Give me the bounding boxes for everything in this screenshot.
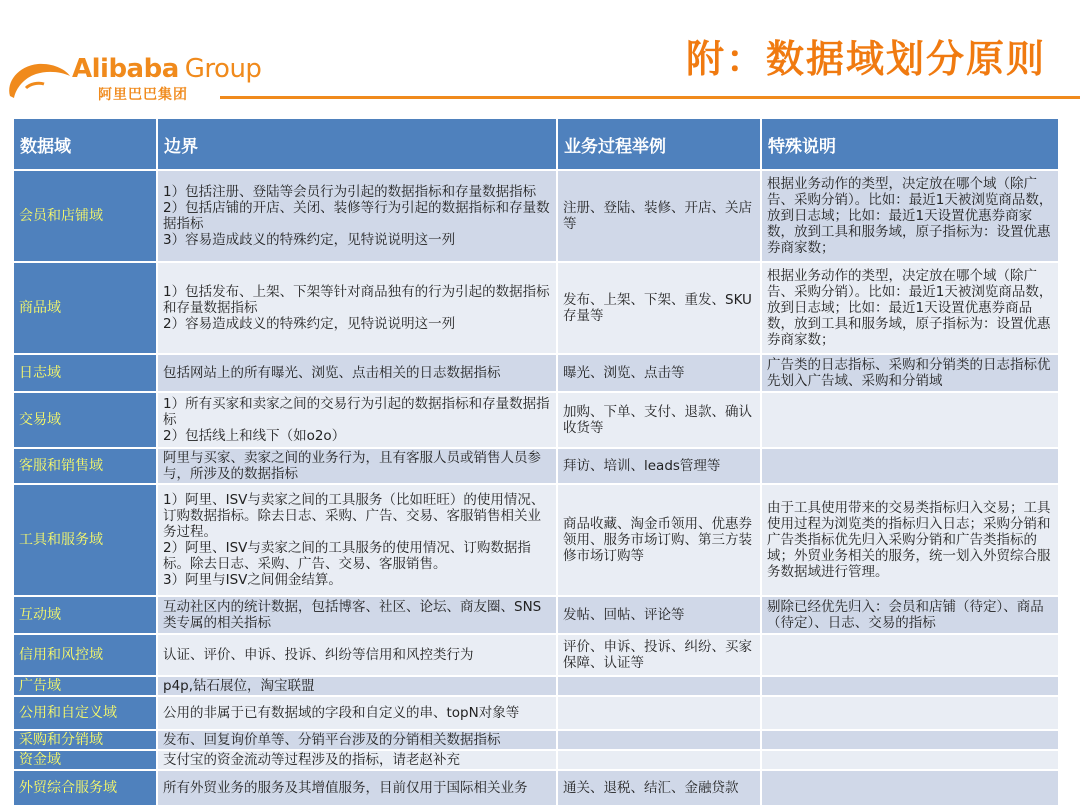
note-cell: 广告类的日志指标、采购和分销类的日志指标优先划入广告域、采购和分销域 <box>761 354 1059 392</box>
table-body <box>13 170 1059 806</box>
process-cell: 曝光、浏览、点击等 <box>557 354 761 392</box>
column-header: 业务过程举例 <box>557 118 761 170</box>
domain-cell: 交易域 <box>13 392 157 448</box>
note-cell <box>761 696 1059 730</box>
table-header-row <box>13 118 1059 170</box>
process-cell: 拜访、培训、leads管理等 <box>557 448 761 484</box>
domain-cell: 外贸综合服务域 <box>13 770 157 806</box>
process-cell: 发帖、回帖、评论等 <box>557 596 761 634</box>
table-row <box>13 484 1059 596</box>
table-row <box>13 596 1059 634</box>
logo-group: Group <box>184 54 262 84</box>
boundary-cell: 阿里与买家、卖家之间的业务行为，且有客服人员或销售人员参与，所涉及的数据指标 <box>157 448 557 484</box>
table-row <box>13 696 1059 730</box>
note-cell <box>761 770 1059 806</box>
process-cell: 加购、下单、支付、退款、确认收货等 <box>557 392 761 448</box>
domain-cell: 信用和风控域 <box>13 634 157 676</box>
table-row <box>13 262 1059 354</box>
boundary-cell: p4p,钻石展位，淘宝联盟 <box>157 676 557 696</box>
note-cell: 由于工具使用带来的交易类指标归入交易；工具使用过程为浏览类的指标归入日志；采购分销和广告类指标优先归入采购分销和广告类指标的域；外贸业务相关的服务，统一划入外贸综合服务数据域进行管理。 <box>761 484 1059 596</box>
boundary-cell: 1）包括注册、登陆等会员行为引起的数据指标和存量数据指标 2）包括店铺的开店、关闭、装修等行为引起的数据指标和存量数据指标 3）容易造成歧义的特殊约定，见特说说明这一列 <box>157 170 557 262</box>
domain-cell: 公用和自定义域 <box>13 696 157 730</box>
process-cell: 发布、上架、下架、重发、SKU存量等 <box>557 262 761 354</box>
slide-header <box>0 0 1080 112</box>
domain-cell: 日志域 <box>13 354 157 392</box>
boundary-cell: 公用的非属于已有数据域的字段和自定义的串、topN对象等 <box>157 696 557 730</box>
data-domain-table <box>12 117 1060 807</box>
boundary-cell: 认证、评价、申诉、投诉、纠纷等信用和风控类行为 <box>157 634 557 676</box>
table-row <box>13 750 1059 770</box>
boundary-cell: 支付宝的资金流动等过程涉及的指标，请老赵补充 <box>157 750 557 770</box>
process-cell: 注册、登陆、装修、开店、关店等 <box>557 170 761 262</box>
table-row <box>13 634 1059 676</box>
table-row <box>13 170 1059 262</box>
table-row <box>13 676 1059 696</box>
note-cell <box>761 448 1059 484</box>
note-cell <box>761 392 1059 448</box>
table-row <box>13 392 1059 448</box>
page-title: 附：数据域划分原则 <box>685 37 1046 81</box>
note-cell <box>761 730 1059 750</box>
boundary-cell: 发布、回复询价单等、分销平台涉及的分销相关数据指标 <box>157 730 557 750</box>
process-cell <box>557 730 761 750</box>
column-header: 特殊说明 <box>761 118 1059 170</box>
domain-cell: 互动域 <box>13 596 157 634</box>
process-cell <box>557 676 761 696</box>
column-header: 数据域 <box>13 118 157 170</box>
header-rule <box>220 96 1080 99</box>
domain-cell: 商品域 <box>13 262 157 354</box>
process-cell <box>557 750 761 770</box>
boundary-cell: 1）包括发布、上架、下架等针对商品独有的行为引起的数据指标和存量数据指标 2）容易造成歧义的特殊约定，见特说说明这一列 <box>157 262 557 354</box>
note-cell <box>761 634 1059 676</box>
domain-cell: 采购和分销域 <box>13 730 157 750</box>
note-cell: 剔除已经优先归入：会员和店铺（待定）、商品（待定）、日志、交易的指标 <box>761 596 1059 634</box>
boundary-cell: 所有外贸业务的服务及其增值服务，目前仅用于国际相关业务 <box>157 770 557 806</box>
domain-cell: 广告域 <box>13 676 157 696</box>
process-cell: 通关、退税、结汇、金融贷款 <box>557 770 761 806</box>
alibaba-logo-icon <box>4 54 74 104</box>
logo-brand: Alibaba <box>72 54 179 84</box>
logo-chinese: 阿里巴巴集团 <box>98 87 188 103</box>
table-row <box>13 730 1059 750</box>
logo-wordmark <box>72 54 261 84</box>
boundary-cell: 1）阿里、ISV与卖家之间的工具服务（比如旺旺）的使用情况、订购数据指标。除去日志、采购、广告、交易、客服销售相关业务过程。 2）阿里、ISV与卖家之间的工具服务的使用情况、订购数据指标。除去日志、采购、广告、交易、客服销售。 3）阿里与ISV之间佣金结算。 <box>157 484 557 596</box>
domain-cell: 工具和服务域 <box>13 484 157 596</box>
table-row <box>13 448 1059 484</box>
table-row <box>13 354 1059 392</box>
column-header: 边界 <box>157 118 557 170</box>
note-cell: 根据业务动作的类型，决定放在哪个域（除广告、采购分销）。比如：最近1天被浏览商品数，放到日志域；比如：最近1天设置优惠券商家数，放到工具和服务域，原子指标为：设置优惠券商家数； <box>761 170 1059 262</box>
boundary-cell: 1）所有买家和卖家之间的交易行为引起的数据指标和存量数据指标 2）包括线上和线下（如o2o） <box>157 392 557 448</box>
table-row <box>13 770 1059 806</box>
note-cell: 根据业务动作的类型，决定放在哪个域（除广告、采购分销）。比如：最近1天被浏览商品数，放到日志域；比如：最近1天设置优惠券商品数，放到工具和服务域，原子指标为：设置优惠券商家数； <box>761 262 1059 354</box>
note-cell <box>761 676 1059 696</box>
boundary-cell: 互动社区内的统计数据，包括博客、社区、论坛、商友圈、SNS类专属的相关指标 <box>157 596 557 634</box>
domain-cell: 客服和销售域 <box>13 448 157 484</box>
domain-cell: 资金域 <box>13 750 157 770</box>
process-cell: 商品收藏、淘金币领用、优惠券领用、服务市场订购、第三方装修市场订购等 <box>557 484 761 596</box>
note-cell <box>761 750 1059 770</box>
domain-cell: 会员和店铺域 <box>13 170 157 262</box>
process-cell <box>557 696 761 730</box>
process-cell: 评价、申诉、投诉、纠纷、买家保障、认证等 <box>557 634 761 676</box>
boundary-cell: 包括网站上的所有曝光、浏览、点击相关的日志数据指标 <box>157 354 557 392</box>
